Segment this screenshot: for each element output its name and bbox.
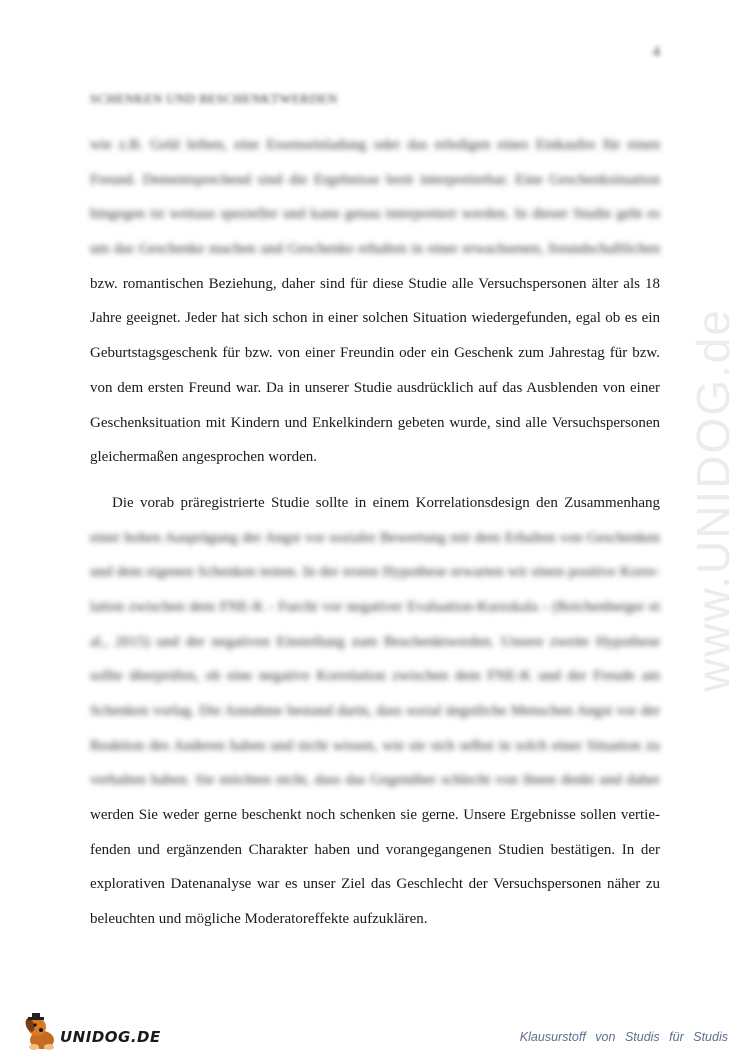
- logo-text: UNIDOG.DE: [60, 1028, 161, 1046]
- text-line: einer hohen Ausprägung der Angst vor sozialer Bewertung mit dem Erhalten von Geschenken: [90, 529, 660, 546]
- paragraph-2: [90, 486, 660, 937]
- text-line: Schenken vorlag. Die Annahme bestand darin, dass sozial ängstliche Menschen Angst vor der: [90, 703, 660, 719]
- watermark-text: www.UNIDOG.de: [687, 308, 740, 692]
- text-line: werden Sie weder gerne beschenkt noch schenken sie gerne. Unsere Ergebnisse sollen vertie-: [90, 807, 660, 824]
- watermark: [683, 240, 743, 760]
- dog-icon: [22, 1012, 62, 1052]
- body-text: [90, 128, 660, 937]
- text-line: fenden und ergänzenden Charakter haben und vorangegangenen Studien bestätigen. In der: [90, 841, 660, 858]
- paragraph-1: [90, 128, 660, 475]
- text-line: lation zwischen dem FNE-K - Furcht vor negativer Evaluation-Kurzskala - (Reichenberger et: [90, 598, 660, 615]
- text-line: Geburtstagsgeschenk für bzw. von einer Freundin oder ein Geschenk zum Jahrestag für bzw.: [90, 345, 660, 362]
- text-line: Die vorab präregistrierte Studie sollte in einem Korrelationsdesign den Zusammenhang: [112, 494, 660, 511]
- text-line: beleuchten und mögliche Moderatoreffekte aufzuklären.: [90, 911, 428, 928]
- text-line: Reaktion des Anderen haben und nicht wissen, wie sie sich selbst in solch einer Situation zu: [90, 737, 660, 754]
- footer-logo[interactable]: [22, 1012, 162, 1052]
- text-line: Geschenksituation mit Kindern und Enkelkindern gebeten wurde, sind alle Versuchspersonen: [90, 414, 660, 431]
- text-line: von dem ersten Freund war. Da in unserer Studie ausdrücklich auf das Ausblenden von einer: [90, 379, 660, 396]
- text-line: hingegen ist weitaus spezieller und kann genau interpretiert werden. In dieser Studie geht es: [90, 206, 660, 223]
- running-header: SCHENKEN UND BESCHENKTWERDEN: [90, 91, 338, 106]
- text-line: explorativen Datenanalyse war es unser Ziel das Geschlecht der Versuchspersonen näher zu: [90, 876, 660, 893]
- slogan-word: Studis: [693, 1030, 728, 1044]
- slogan-word: Klausurstoff: [519, 1030, 586, 1044]
- text-line: um das Geschenke machen und Geschenke erhalten in einer erwachsenen, freundschaftlichen: [90, 241, 660, 258]
- slogan-word: von: [595, 1030, 616, 1044]
- slogan-word: Studis: [624, 1030, 660, 1044]
- text-line: und dem eigenen Schenken testen. In der ersten Hypothese erwarten wir einen positive Korre-: [90, 564, 660, 581]
- text-line: wie z.B. Geld leihen, eine Essenseinladung oder das erledigen eines Einkaufes für einen: [90, 137, 660, 153]
- text-line: Freund. Dementsprechend sind die Ergebnisse breit interpretierbar. Eine Geschenksituation: [90, 171, 660, 188]
- footer-slogan: [520, 1030, 728, 1044]
- slogan-word: für: [669, 1030, 684, 1044]
- text-line: gleichermaßen angesprochen worden.: [90, 449, 317, 466]
- text-line: verhalten haben. Sie möchten nicht, dass das Gegenüber schlecht von ihnen denkt und daher: [90, 772, 660, 789]
- text-line: Jahre geeignet. Jeder hat sich schon in einer solchen Situation wiedergefunden, egal ob es ein: [90, 310, 660, 327]
- text-line: al., 2015) und der negativen Einstellung zum Beschenktwerden. Unsere zweite Hypothese: [90, 633, 660, 650]
- page-number: 4: [652, 44, 660, 60]
- text-line: sollte überprüfen, ob eine negative Korrelation zwischen dem FNE-K und der Freude am: [90, 668, 660, 685]
- text-line: bzw. romantischen Beziehung, daher sind für diese Studie alle Versuchspersonen älter als 18: [90, 275, 660, 292]
